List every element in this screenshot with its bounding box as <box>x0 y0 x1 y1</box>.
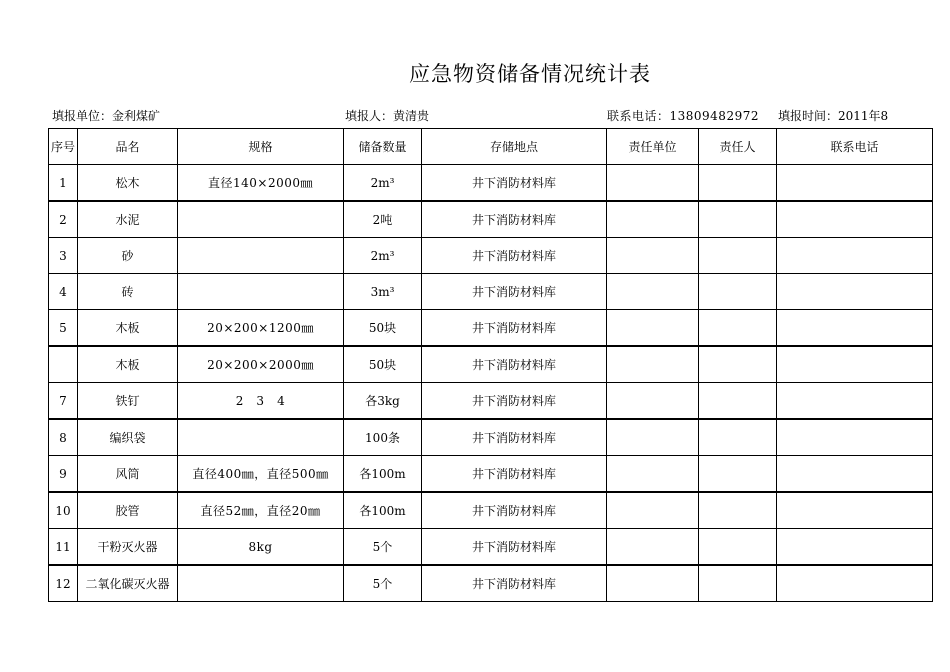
cell-location: 井下消防材料库 <box>422 201 607 238</box>
table-row <box>49 201 933 238</box>
cell-unit <box>607 383 699 420</box>
cell-location: 井下消防材料库 <box>422 310 607 347</box>
cell-phone <box>777 383 933 420</box>
cell-person <box>699 310 777 347</box>
cell-spec: 8kg <box>178 529 344 566</box>
table-row <box>49 565 933 602</box>
cell-phone <box>777 565 933 602</box>
cell-qty: 5个 <box>344 565 422 602</box>
report-time: 填报时间：2011年8 <box>778 109 889 123</box>
cell-spec: 直径140×2000㎜ <box>178 165 344 202</box>
cell-unit <box>607 310 699 347</box>
cell-spec: 直径400㎜，直径500㎜ <box>178 456 344 493</box>
cell-phone <box>777 492 933 529</box>
cell-spec: 20×200×2000㎜ <box>178 346 344 383</box>
cell-person <box>699 492 777 529</box>
column-header-qty: 储备数量 <box>344 129 422 165</box>
cell-spec: 2 3 4 <box>178 383 344 420</box>
cell-unit <box>607 274 699 310</box>
column-header-person: 责任人 <box>699 129 777 165</box>
page-title: 应急物资储备情况统计表 <box>409 62 651 86</box>
cell-person <box>699 419 777 456</box>
table-row <box>49 419 933 456</box>
cell-qty: 50块 <box>344 310 422 347</box>
cell-unit <box>607 238 699 274</box>
cell-name: 铁钉 <box>78 383 178 420</box>
cell-seq: 5 <box>49 310 78 347</box>
cell-name: 砖 <box>78 274 178 310</box>
cell-unit <box>607 346 699 383</box>
cell-phone <box>777 238 933 274</box>
reporter: 填报人：黄清贵 <box>345 109 430 123</box>
cell-seq <box>49 346 78 383</box>
cell-location: 井下消防材料库 <box>422 274 607 310</box>
cell-person <box>699 165 777 202</box>
contact-phone: 联系电话：13809482972 <box>607 109 759 123</box>
table-row <box>49 238 933 274</box>
cell-spec <box>178 565 344 602</box>
cell-qty: 2吨 <box>344 201 422 238</box>
table-row <box>49 492 933 529</box>
cell-name: 干粉灭火器 <box>78 529 178 566</box>
cell-qty: 50块 <box>344 346 422 383</box>
cell-phone <box>777 419 933 456</box>
cell-qty: 2m³ <box>344 238 422 274</box>
cell-phone <box>777 201 933 238</box>
cell-unit <box>607 529 699 566</box>
cell-name: 风筒 <box>78 456 178 493</box>
cell-name: 二氧化碳灭火器 <box>78 565 178 602</box>
table-header-row <box>49 129 933 165</box>
cell-spec <box>178 238 344 274</box>
cell-seq: 4 <box>49 274 78 310</box>
cell-person <box>699 274 777 310</box>
cell-unit <box>607 165 699 202</box>
cell-seq: 12 <box>49 565 78 602</box>
cell-phone <box>777 310 933 347</box>
cell-qty: 各100m <box>344 492 422 529</box>
cell-name: 松木 <box>78 165 178 202</box>
table-row <box>49 346 933 383</box>
cell-name: 胶管 <box>78 492 178 529</box>
cell-name: 砂 <box>78 238 178 274</box>
cell-unit <box>607 201 699 238</box>
cell-seq: 10 <box>49 492 78 529</box>
cell-location: 井下消防材料库 <box>422 456 607 493</box>
cell-spec: 直径52㎜，直径20㎜ <box>178 492 344 529</box>
cell-location: 井下消防材料库 <box>422 529 607 566</box>
column-header-spec: 规格 <box>178 129 344 165</box>
cell-location: 井下消防材料库 <box>422 238 607 274</box>
table-row <box>49 165 933 202</box>
cell-qty: 各3kg <box>344 383 422 420</box>
cell-unit <box>607 419 699 456</box>
cell-person <box>699 346 777 383</box>
table-row <box>49 310 933 347</box>
table-row <box>49 456 933 493</box>
cell-unit <box>607 456 699 493</box>
supplies-table <box>48 128 933 602</box>
cell-name: 木板 <box>78 310 178 347</box>
cell-phone <box>777 346 933 383</box>
column-header-location: 存储地点 <box>422 129 607 165</box>
cell-phone <box>777 529 933 566</box>
cell-seq: 9 <box>49 456 78 493</box>
cell-person <box>699 529 777 566</box>
cell-person <box>699 201 777 238</box>
cell-unit <box>607 492 699 529</box>
cell-person <box>699 456 777 493</box>
cell-location: 井下消防材料库 <box>422 492 607 529</box>
cell-spec: 20×200×1200㎜ <box>178 310 344 347</box>
cell-seq: 1 <box>49 165 78 202</box>
cell-qty: 2m³ <box>344 165 422 202</box>
cell-location: 井下消防材料库 <box>422 419 607 456</box>
cell-spec <box>178 419 344 456</box>
cell-name: 木板 <box>78 346 178 383</box>
cell-phone <box>777 456 933 493</box>
cell-seq: 3 <box>49 238 78 274</box>
cell-person <box>699 238 777 274</box>
cell-location: 井下消防材料库 <box>422 165 607 202</box>
cell-location: 井下消防材料库 <box>422 383 607 420</box>
cell-spec <box>178 274 344 310</box>
column-header-name: 品名 <box>78 129 178 165</box>
table-row <box>49 274 933 310</box>
cell-spec <box>178 201 344 238</box>
cell-person <box>699 565 777 602</box>
cell-qty: 3m³ <box>344 274 422 310</box>
column-header-unit: 责任单位 <box>607 129 699 165</box>
reporting-unit: 填报单位：金利煤矿 <box>52 109 161 123</box>
column-header-phone: 联系电话 <box>777 129 933 165</box>
cell-name: 水泥 <box>78 201 178 238</box>
cell-qty: 100条 <box>344 419 422 456</box>
cell-seq: 8 <box>49 419 78 456</box>
cell-location: 井下消防材料库 <box>422 346 607 383</box>
cell-seq: 7 <box>49 383 78 420</box>
table-row <box>49 529 933 566</box>
column-header-seq: 序号 <box>49 129 78 165</box>
cell-unit <box>607 565 699 602</box>
cell-name: 编织袋 <box>78 419 178 456</box>
cell-person <box>699 383 777 420</box>
cell-qty: 5个 <box>344 529 422 566</box>
cell-phone <box>777 274 933 310</box>
cell-qty: 各100m <box>344 456 422 493</box>
table-row <box>49 383 933 420</box>
cell-seq: 11 <box>49 529 78 566</box>
cell-seq: 2 <box>49 201 78 238</box>
cell-location: 井下消防材料库 <box>422 565 607 602</box>
cell-phone <box>777 165 933 202</box>
